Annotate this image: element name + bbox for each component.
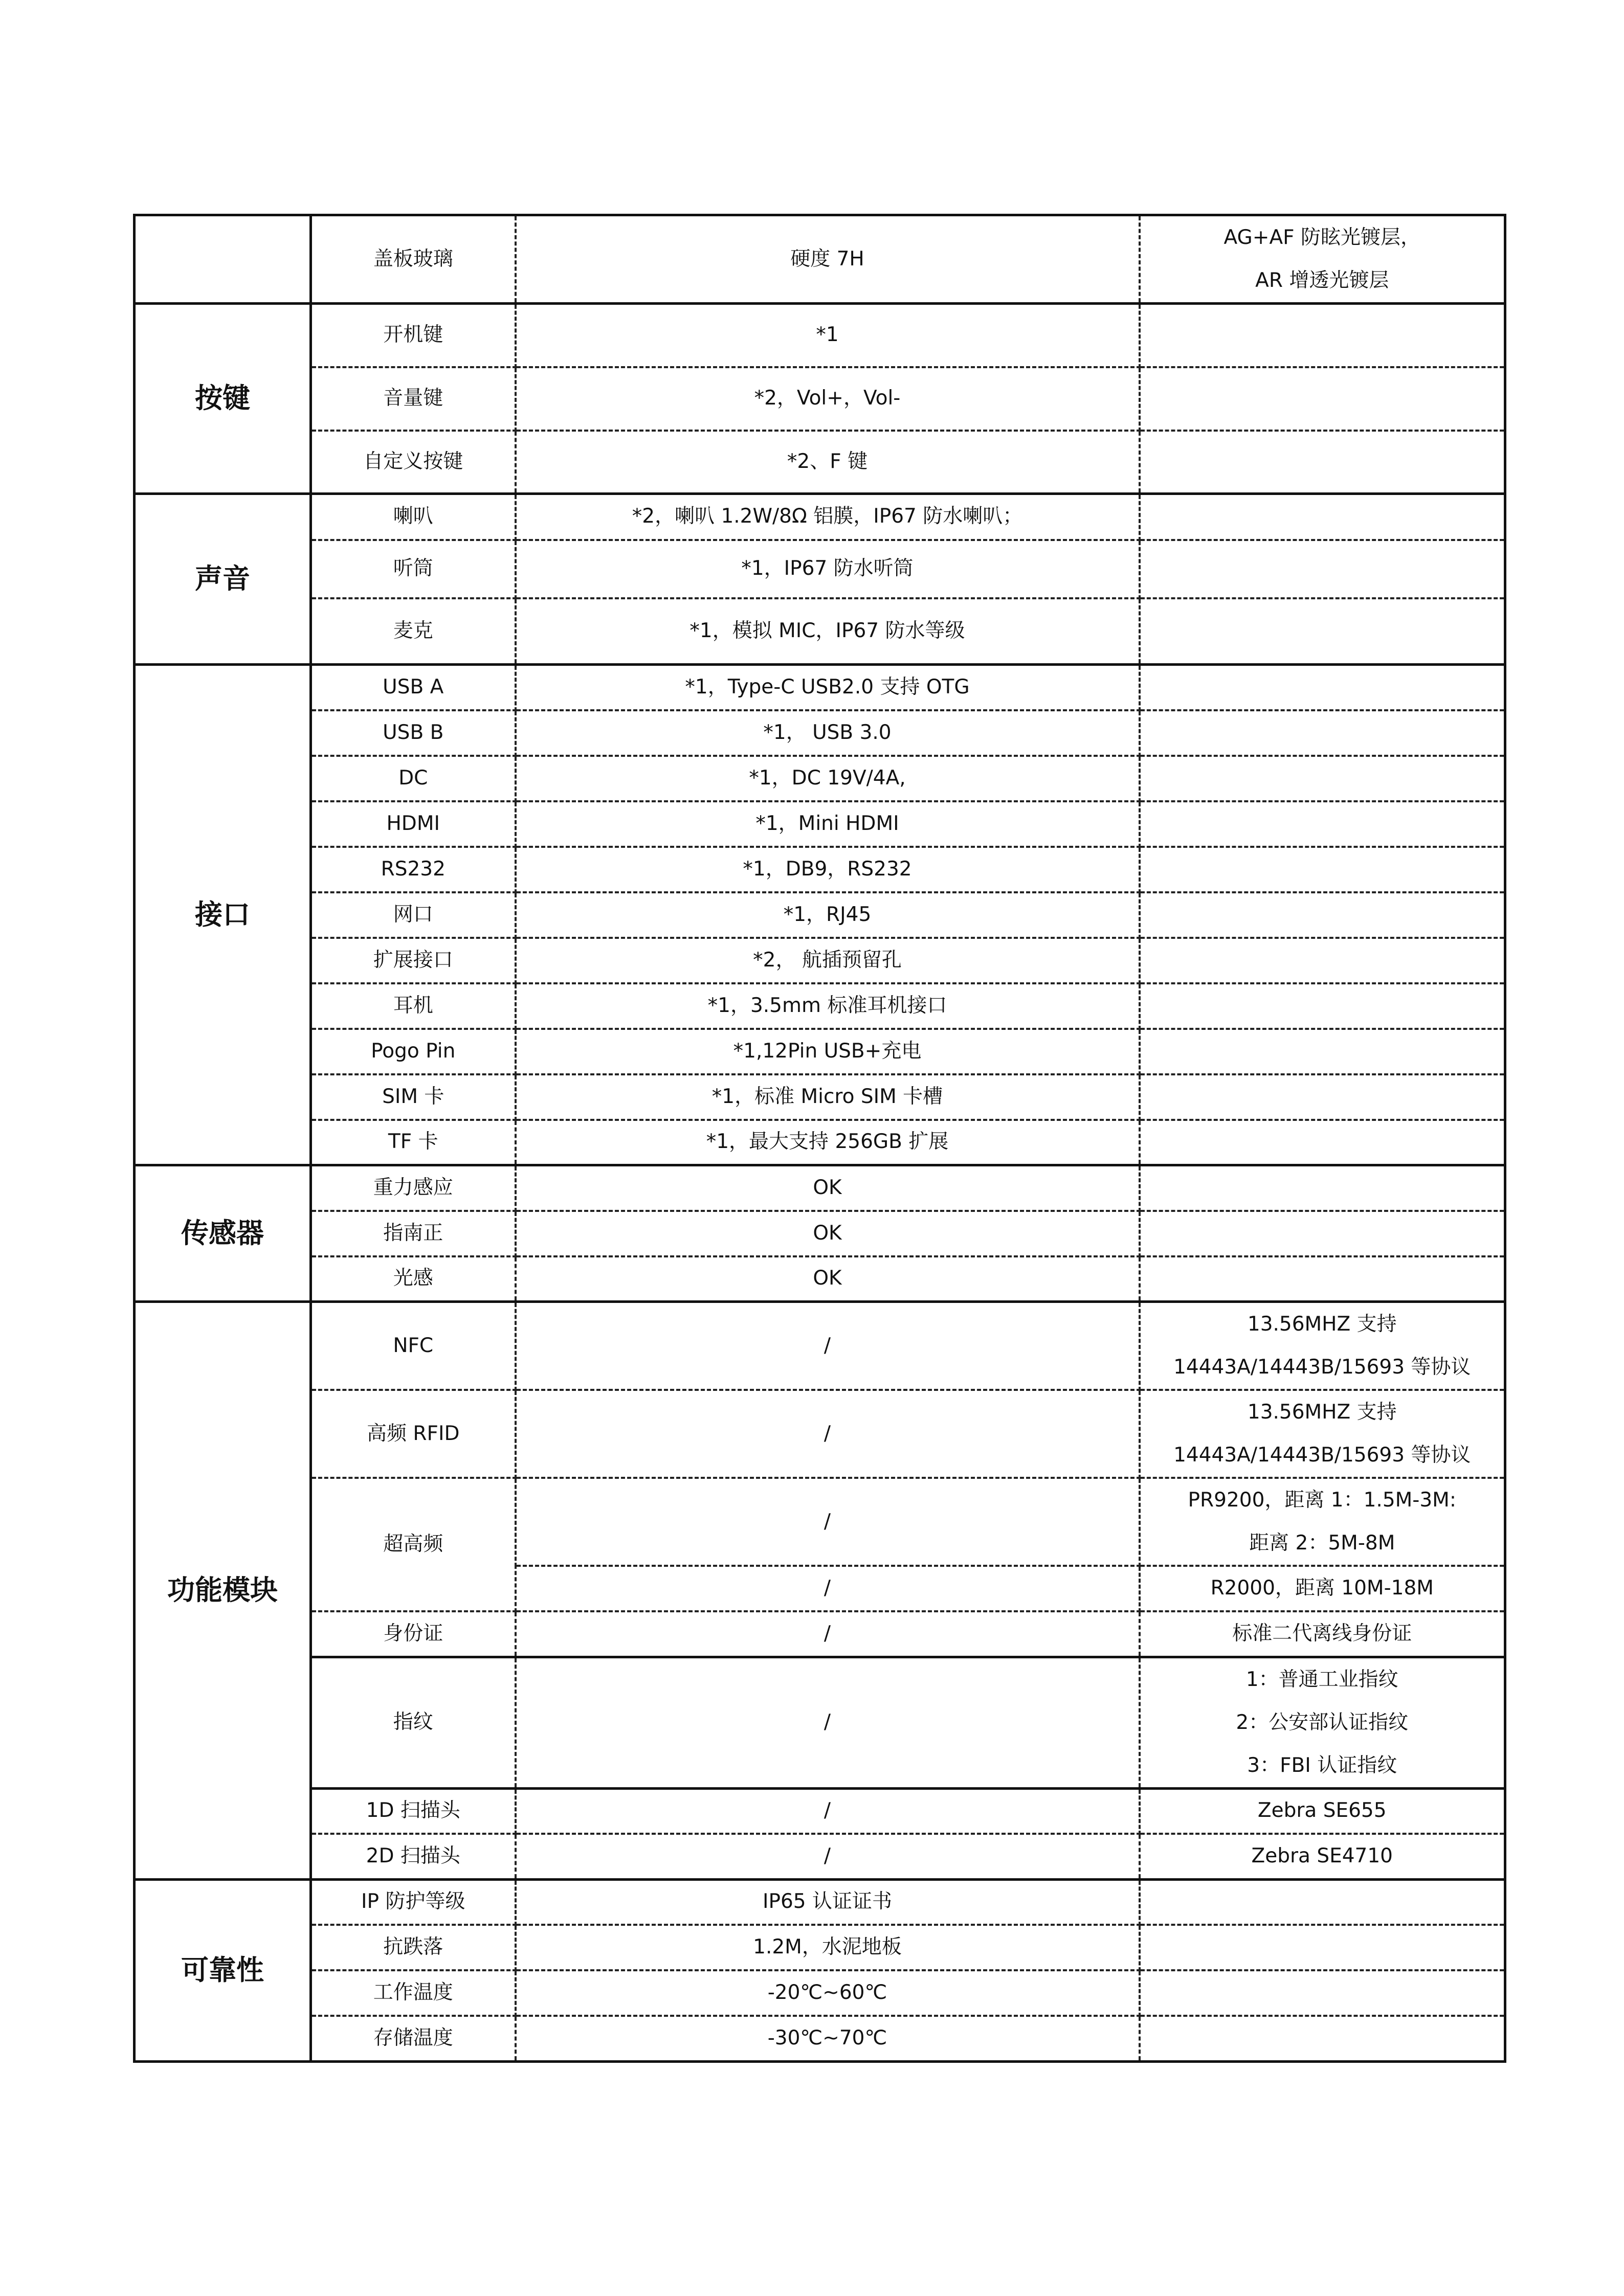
item-cell: 麦克 <box>311 598 516 665</box>
value-cell: *1，Mini HDMI <box>516 801 1140 847</box>
note-cell <box>1140 1834 1505 1879</box>
value-cell: *1，最大支持 256GB 扩展 <box>516 1120 1140 1165</box>
note-cell <box>1140 431 1505 494</box>
note-cell <box>1140 938 1505 983</box>
value-cell: *1，Type-C USB2.0 支持 OTG <box>516 665 1140 710</box>
table-row <box>135 215 1505 304</box>
note-line: Zebra SE4710 <box>1251 1844 1393 1867</box>
value-cell: *1,12Pin USB+充电 <box>516 1029 1140 1074</box>
item-cell: 网口 <box>311 892 516 938</box>
table-row <box>135 1879 1505 1925</box>
value-cell: -30℃~70℃ <box>516 2016 1140 2061</box>
table-row <box>135 494 1505 540</box>
table-row <box>135 1478 1505 1566</box>
item-cell: 光感 <box>311 1256 516 1302</box>
note-cell <box>1140 1478 1505 1566</box>
note-line: AR 增透光镀层 <box>1255 269 1389 292</box>
value-cell: / <box>516 1566 1140 1611</box>
note-cell <box>1140 1970 1505 2016</box>
note-cell <box>1140 1256 1505 1302</box>
item-cell: TF 卡 <box>311 1120 516 1165</box>
table-row <box>135 1029 1505 1074</box>
table-row <box>135 756 1505 801</box>
note-line: 3：FBI 认证指纹 <box>1247 1753 1397 1777</box>
value-cell: *2， 航插预留孔 <box>516 938 1140 983</box>
note-line: 13.56MHZ 支持 <box>1247 1313 1397 1336</box>
value-cell: / <box>516 1657 1140 1788</box>
value-cell: *1 <box>516 304 1140 367</box>
value-cell: *1，DB9，RS232 <box>516 847 1140 892</box>
item-cell: IP 防护等级 <box>311 1879 516 1925</box>
table-row <box>135 598 1505 665</box>
note-line: PR9200，距离 1：1.5M-3M: <box>1188 1489 1456 1512</box>
item-cell: 2D 扫描头 <box>311 1834 516 1879</box>
item-cell: 存储温度 <box>311 2016 516 2061</box>
note-line: 距离 2：5M-8M <box>1249 1532 1395 1555</box>
value-cell: *1，标准 Micro SIM 卡槽 <box>516 1074 1140 1120</box>
value-cell: 硬度 7H <box>516 215 1140 304</box>
table-row <box>135 1611 1505 1657</box>
category-cell: 功能模块 <box>135 1302 311 1880</box>
table-row <box>135 431 1505 494</box>
spec-table <box>133 214 1506 2063</box>
value-cell: OK <box>516 1211 1140 1256</box>
table-row <box>135 892 1505 938</box>
item-cell: 盖板玻璃 <box>311 215 516 304</box>
table-row <box>135 1390 1505 1478</box>
note-cell <box>1140 1390 1505 1478</box>
table-row <box>135 1165 1505 1211</box>
category-cell: 声音 <box>135 494 311 665</box>
category-cell: 接口 <box>135 665 311 1165</box>
note-cell <box>1140 215 1505 304</box>
table-row <box>135 540 1505 598</box>
table-row <box>135 1657 1505 1788</box>
note-cell <box>1140 1211 1505 1256</box>
value-cell: / <box>516 1788 1140 1834</box>
value-cell: OK <box>516 1256 1140 1302</box>
item-cell: 高频 RFID <box>311 1390 516 1478</box>
table-row <box>135 1256 1505 1302</box>
value-cell: *1，DC 19V/4A, <box>516 756 1140 801</box>
table-row <box>135 1120 1505 1165</box>
item-cell: SIM 卡 <box>311 1074 516 1120</box>
note-line: 1：普通工业指纹 <box>1245 1668 1398 1691</box>
note-line: 标准二代离线身份证 <box>1232 1622 1412 1645</box>
category-cell: 可靠性 <box>135 1879 311 2061</box>
value-cell: / <box>516 1390 1140 1478</box>
note-cell <box>1140 2016 1505 2061</box>
item-cell: USB B <box>311 710 516 756</box>
note-line: 2：公安部认证指纹 <box>1236 1710 1409 1734</box>
note-cell <box>1140 1566 1505 1611</box>
note-cell <box>1140 1879 1505 1925</box>
value-cell: / <box>516 1478 1140 1566</box>
item-cell: 工作温度 <box>311 1970 516 2016</box>
table-row <box>135 1211 1505 1256</box>
note-cell <box>1140 1657 1505 1788</box>
note-line: R2000，距离 10M-18M <box>1210 1577 1434 1600</box>
note-line: 14443A/14443B/15693 等协议 <box>1173 1444 1471 1467</box>
table-row <box>135 801 1505 847</box>
table-row <box>135 1970 1505 2016</box>
table-row <box>135 1302 1505 1390</box>
item-cell: 耳机 <box>311 983 516 1029</box>
note-cell <box>1140 1029 1505 1074</box>
note-cell <box>1140 304 1505 367</box>
value-cell: *1，IP67 防水听筒 <box>516 540 1140 598</box>
table-row <box>135 1074 1505 1120</box>
value-cell: / <box>516 1302 1140 1390</box>
note-cell <box>1140 494 1505 540</box>
item-cell: 喇叭 <box>311 494 516 540</box>
note-cell <box>1140 847 1505 892</box>
item-cell: DC <box>311 756 516 801</box>
item-cell: RS232 <box>311 847 516 892</box>
note-cell <box>1140 1788 1505 1834</box>
table-row <box>135 1834 1505 1879</box>
note-cell <box>1140 540 1505 598</box>
table-row <box>135 304 1505 367</box>
item-cell: USB A <box>311 665 516 710</box>
note-cell <box>1140 1925 1505 1970</box>
item-cell: 开机键 <box>311 304 516 367</box>
item-cell: 身份证 <box>311 1611 516 1657</box>
value-cell: IP65 认证证书 <box>516 1879 1140 1925</box>
item-cell: 重力感应 <box>311 1165 516 1211</box>
item-cell: 音量键 <box>311 367 516 431</box>
value-cell: *1， USB 3.0 <box>516 710 1140 756</box>
table-row <box>135 665 1505 710</box>
value-cell: 1.2M，水泥地板 <box>516 1925 1140 1970</box>
note-cell <box>1140 1074 1505 1120</box>
item-cell: 1D 扫描头 <box>311 1788 516 1834</box>
table-row <box>135 847 1505 892</box>
item-cell: 指纹 <box>311 1657 516 1788</box>
note-cell <box>1140 1120 1505 1165</box>
item-cell: 听筒 <box>311 540 516 598</box>
value-cell: / <box>516 1834 1140 1879</box>
item-cell: Pogo Pin <box>311 1029 516 1074</box>
item-cell: 超高频 <box>311 1478 516 1611</box>
item-cell: 抗跌落 <box>311 1925 516 1970</box>
note-cell <box>1140 756 1505 801</box>
table-row <box>135 1788 1505 1834</box>
value-cell: / <box>516 1611 1140 1657</box>
note-cell <box>1140 1611 1505 1657</box>
table-row <box>135 710 1505 756</box>
category-cell: 按键 <box>135 304 311 494</box>
note-cell <box>1140 983 1505 1029</box>
table-row <box>135 1925 1505 1970</box>
item-cell: HDMI <box>311 801 516 847</box>
note-cell <box>1140 598 1505 665</box>
note-cell <box>1140 1165 1505 1211</box>
note-cell <box>1140 367 1505 431</box>
table-row <box>135 367 1505 431</box>
category-cell: 传感器 <box>135 1165 311 1302</box>
value-cell: *1，模拟 MIC，IP67 防水等级 <box>516 598 1140 665</box>
note-cell <box>1140 801 1505 847</box>
item-cell: NFC <box>311 1302 516 1390</box>
item-cell: 自定义按键 <box>311 431 516 494</box>
note-cell <box>1140 1302 1505 1390</box>
note-cell <box>1140 710 1505 756</box>
value-cell: *1，RJ45 <box>516 892 1140 938</box>
value-cell: *2、F 键 <box>516 431 1140 494</box>
value-cell: *1，3.5mm 标准耳机接口 <box>516 983 1140 1029</box>
item-cell: 扩展接口 <box>311 938 516 983</box>
note-line: 13.56MHZ 支持 <box>1247 1401 1397 1424</box>
note-line: AG+AF 防眩光镀层， <box>1223 226 1420 249</box>
value-cell: OK <box>516 1165 1140 1211</box>
value-cell: *2，Vol+，Vol- <box>516 367 1140 431</box>
table-row <box>135 2016 1505 2061</box>
note-cell <box>1140 665 1505 710</box>
table-row <box>135 938 1505 983</box>
note-line: Zebra SE655 <box>1257 1799 1387 1822</box>
value-cell: *2，喇叭 1.2W/8Ω 铝膜，IP67 防水喇叭； <box>516 494 1140 540</box>
note-cell <box>1140 892 1505 938</box>
category-cell <box>135 215 311 304</box>
value-cell: -20℃~60℃ <box>516 1970 1140 2016</box>
table-row <box>135 983 1505 1029</box>
note-line: 14443A/14443B/15693 等协议 <box>1173 1356 1471 1379</box>
item-cell: 指南正 <box>311 1211 516 1256</box>
